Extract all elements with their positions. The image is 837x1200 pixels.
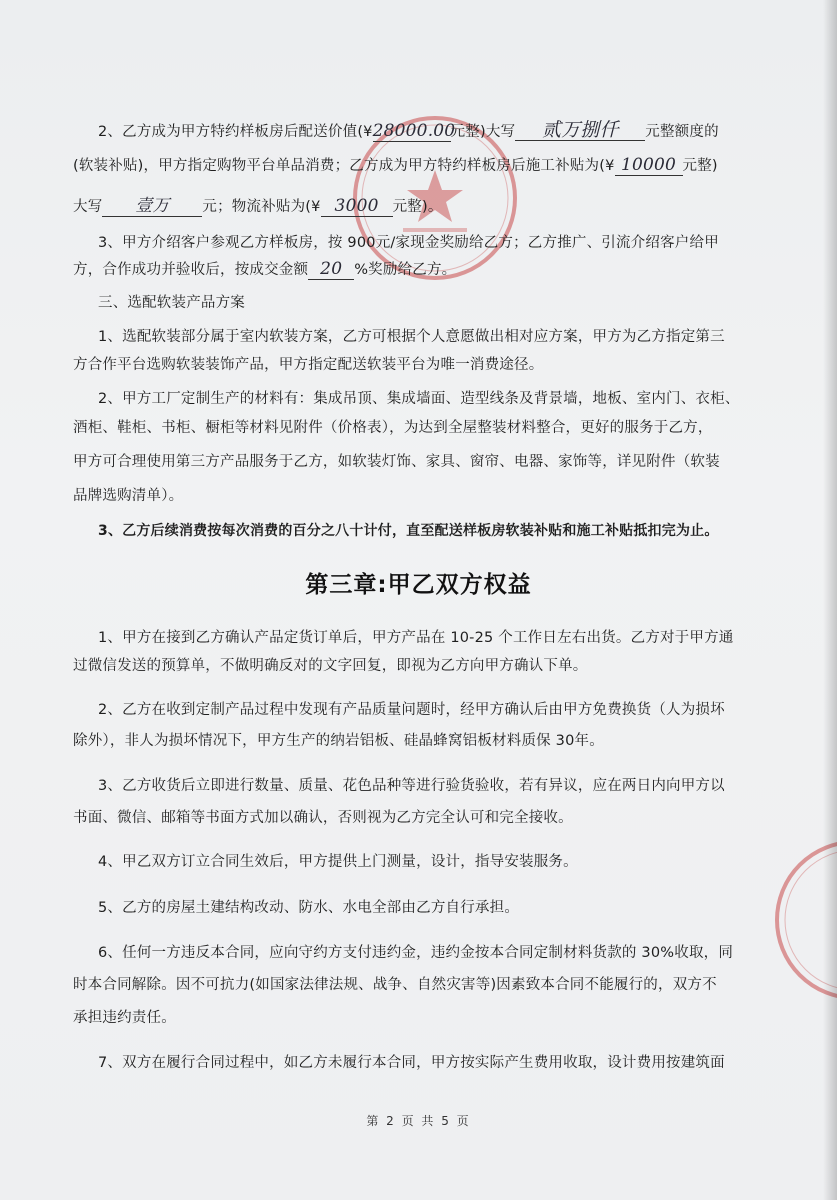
paragraph-line: 过微信发送的预算单，不做明确反对的文字回复，即视为乙方向甲方确认下单。 <box>73 658 588 674</box>
page-edge-shadow <box>823 0 837 1200</box>
referral-line-2 <box>73 259 773 280</box>
handwritten-logistics-number: 3000 <box>321 196 393 217</box>
paragraph-line: 4、甲乙双方订立合同生效后，甲方提供上门测量，设计，指导安装服务。 <box>98 854 578 870</box>
paragraph-line: 3、乙方收货后立即进行数量、质量、花色品种等进行验货验收，若有异议，应在两日内向甲方以 <box>98 778 725 794</box>
paragraph-line: 除外），非人为损坏情况下，甲方生产的纳岩铝板、硅晶蜂窝铝板材料质保 30年。 <box>73 733 604 749</box>
page-number: 第 2 页 共 5 页 <box>366 1114 471 1128</box>
paragraph-line: 6、任何一方违反本合同，应向守约方支付违约金，违约金按本合同定制材料货款的 30%收取，同 <box>98 945 734 961</box>
text: 大写 <box>73 199 103 215</box>
handwritten-percent: 20 <box>308 259 354 280</box>
text: 元整)。 <box>392 199 443 215</box>
paragraph-line: 5、乙方的房屋土建结构改动、防水、水电全部由乙方自行承担。 <box>98 900 520 916</box>
text: 元；物流补贴为(¥ <box>202 199 321 215</box>
text: 2、乙方成为甲方特约样板房后配送价值(¥ <box>98 124 373 140</box>
text: 元整) <box>682 158 718 174</box>
paragraph-line: 7、双方在履行合同过程中，如乙方未履行本合同，甲方按实际产生费用收取，设计费用按建筑面 <box>98 1055 725 1071</box>
paragraph-bold: 3、乙方后续消费按每次消费的百分之八十计付，直至配送样板房软装补贴和施工补贴抵扣完为止。 <box>98 523 719 539</box>
subsidy-line-3 <box>73 196 773 217</box>
paragraph-line: 时本合同解除。因不可抗力(如国家法律法规、战争、自然灾害等)因素致本合同不能履行的，双方不 <box>73 977 717 993</box>
paragraph-line: 酒柜、鞋柜、书柜、橱柜等材料见附件（价格表），为达到全屋整装材料整合，更好的服务于乙方， <box>73 420 713 436</box>
paragraph-line: 品牌选购清单）。 <box>73 488 184 504</box>
text: 3、甲方介绍客户参观乙方样板房，按 900元/家现金奖励给乙方；乙方推广、引流介绍客户给甲 <box>98 235 719 251</box>
subsidy-line-1 <box>98 120 798 142</box>
chapter-title: 第三章:甲乙双方权益 <box>305 572 532 598</box>
paragraph-line: 甲方可合理使用第三方产品服务于乙方，如软装灯饰、家具、窗帘、电器、家饰等，详见附件（软装 <box>73 454 720 470</box>
paragraph-line: 1、甲方在接到乙方确认产品定货订单后，甲方产品在 10-25 个工作日左右出货。乙方对于甲方通 <box>98 630 734 646</box>
handwritten-subsidy-words: 壹万 <box>102 196 202 217</box>
handwritten-amount-words: 贰万捌仟 <box>515 120 645 141</box>
text: 元整额度的 <box>645 124 719 140</box>
text: (软装补贴)，甲方指定购物平台单品消费；乙方成为甲方特约样板房后施工补贴为(¥ <box>73 158 615 174</box>
paragraph-line: 1、选配软装部分属于室内软装方案，乙方可根据个人意愿做出相对应方案，甲方为乙方指定第三 <box>98 329 725 345</box>
text: 方，合作成功并验收后，按成交金额 <box>73 262 309 278</box>
paragraph-line: 2、乙方在收到定制产品过程中发现有产品质量问题时，经甲方确认后由甲方免费换货（人为损坏 <box>98 702 725 718</box>
text: %奖励给乙方。 <box>354 262 457 278</box>
referral-line-1 <box>98 233 798 253</box>
paragraph-line: 方合作平台选购软装装饰产品，甲方指定配送软装平台为唯一消费途径。 <box>73 357 544 373</box>
handwritten-amount-number: 28000.00 <box>372 121 456 141</box>
subsidy-line-2 <box>73 155 773 176</box>
paragraph-line: 书面、微信、邮箱等书面方式加以确认，否则视为乙方完全认可和完全接收。 <box>73 810 573 826</box>
handwritten-subsidy-number: 10000 <box>615 155 683 176</box>
paragraph-line: 承担违约责任。 <box>73 1010 176 1026</box>
paragraph-line: 2、甲方工厂定制生产的材料有：集成吊顶、集成墙面、造型线条及背景墙，地板、室内门、衣柜、 <box>98 391 740 407</box>
section-title: 三、选配软装产品方案 <box>98 295 245 311</box>
text: 元整)大写 <box>450 124 516 140</box>
